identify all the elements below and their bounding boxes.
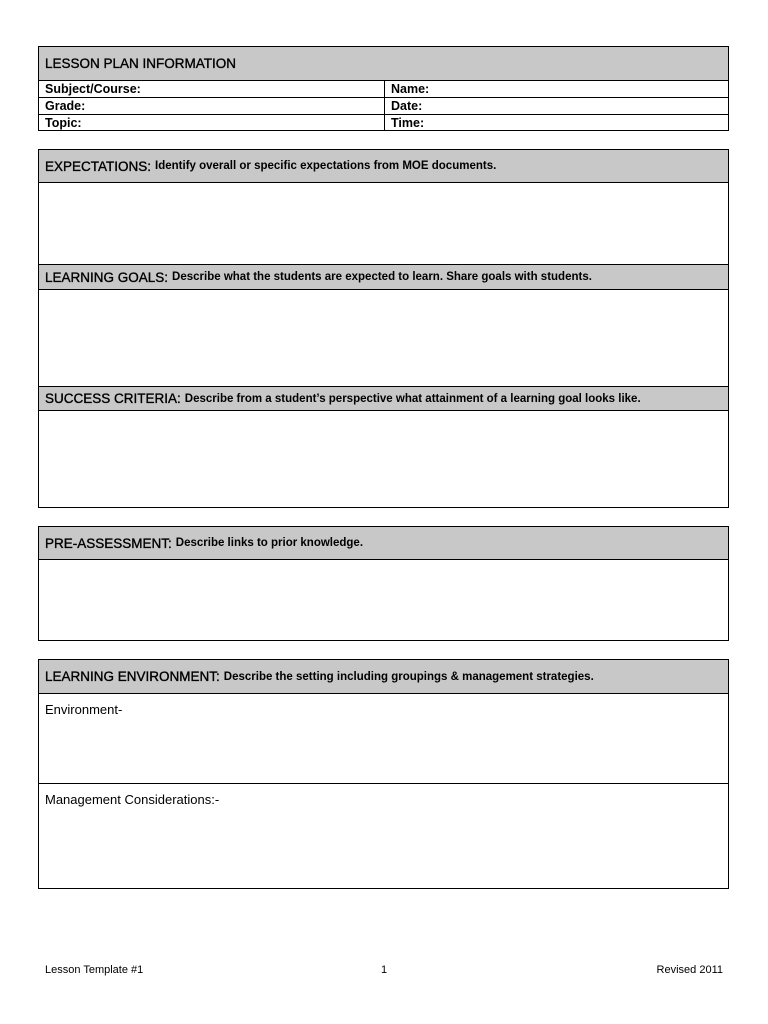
lesson-plan-info-title: LESSON PLAN INFORMATION [45, 56, 237, 71]
pre-assessment-description: Describe links to prior knowledge. [175, 537, 364, 549]
learning-goals-title: LEARNING GOALS: [45, 269, 169, 285]
pre-assessment-section [38, 526, 729, 641]
info-row-grade [39, 97, 728, 114]
success-criteria-entry-area[interactable] [39, 411, 728, 507]
environment-entry-area[interactable] [39, 694, 728, 784]
pre-assessment-header [39, 527, 728, 560]
learning-environment-description: Describe the setting including groupings & management strategies. [223, 670, 594, 683]
success-criteria-description: Describe from a student’s perspective what attainment of a learning goal looks like. [184, 392, 641, 405]
learning-goals-description: Describe what the students are expected to learn. Share goals with students. [172, 271, 592, 283]
footer-left: Lesson Template #1 [45, 964, 144, 976]
expectations-description: Identify overall or specific expectations from MOE documents. [155, 160, 497, 172]
management-considerations-label: Management Considerations:- [45, 792, 220, 807]
grade-field[interactable]: Grade: [45, 99, 86, 113]
pre-assessment-title: PRE-ASSESSMENT: [45, 535, 172, 551]
learning-goals-header [39, 265, 728, 290]
management-entry-area[interactable] [39, 784, 728, 888]
lesson-plan-info-header [39, 47, 728, 80]
time-field[interactable]: Time: [384, 115, 728, 131]
footer-right: Revised 2011 [656, 964, 723, 976]
name-field[interactable]: Name: [384, 81, 728, 97]
info-row-topic [39, 114, 728, 131]
learning-environment-header [39, 660, 728, 694]
learning-environment-section [38, 659, 729, 889]
success-criteria-header [39, 387, 728, 411]
goals-section [38, 149, 729, 508]
page-number: 1 [381, 964, 388, 976]
expectations-header [39, 150, 728, 183]
subject-course-field[interactable]: Subject/Course: [45, 82, 141, 96]
expectations-entry-area[interactable] [39, 183, 728, 265]
environment-label: Environment- [45, 702, 123, 717]
success-criteria-title: SUCCESS CRITERIA: [45, 391, 181, 406]
date-field[interactable]: Date: [384, 98, 728, 114]
pre-assessment-entry-area[interactable] [39, 560, 728, 640]
expectations-title: EXPECTATIONS: [45, 158, 152, 174]
lesson-plan-info-table [38, 46, 729, 131]
learning-environment-title: LEARNING ENVIRONMENT: [45, 669, 220, 684]
info-row-subject [39, 80, 728, 97]
learning-goals-entry-area[interactable] [39, 290, 728, 387]
topic-field[interactable]: Topic: [45, 116, 82, 130]
